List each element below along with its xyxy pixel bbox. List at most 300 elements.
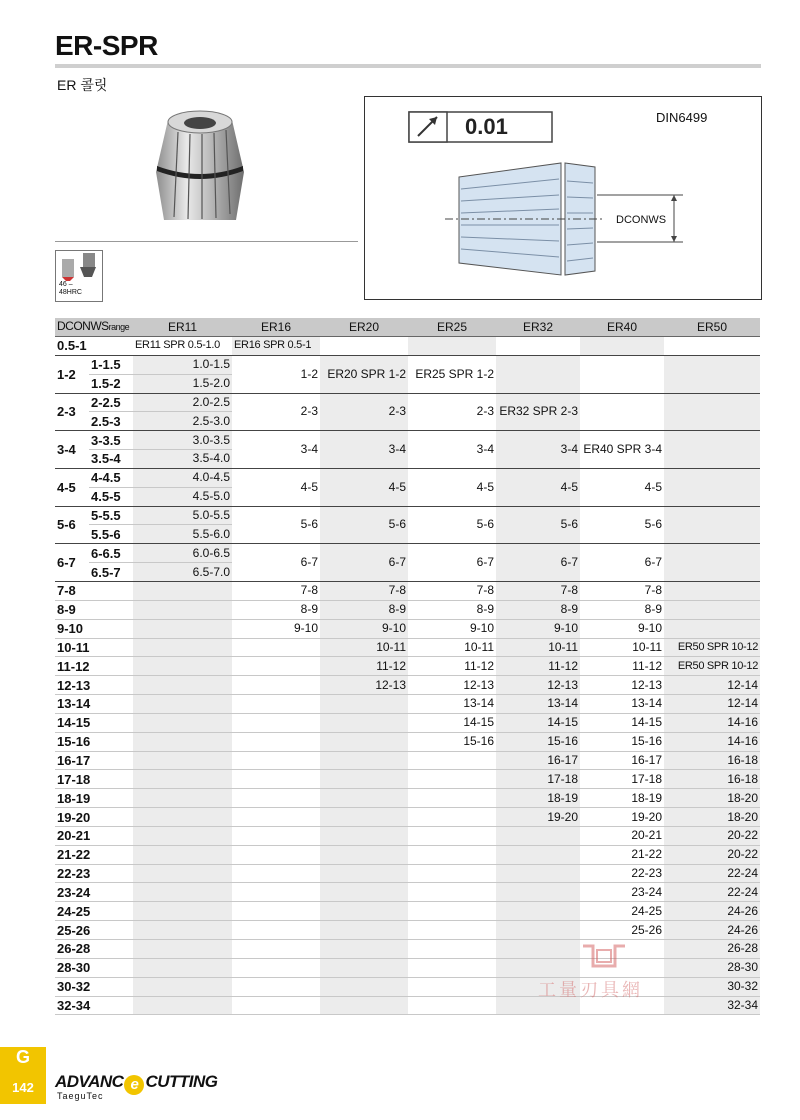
range-cell: 10-11 [55, 638, 133, 657]
cell-er25: 7-8 [408, 581, 496, 600]
range-cell: 28-30 [55, 958, 133, 977]
cell-er25: 11-12 [408, 657, 496, 676]
cell-er25 [408, 864, 496, 883]
cell-er11: 5.0-5.5 [133, 506, 232, 525]
cell-er16 [232, 883, 320, 902]
cell-er50: 24-26 [664, 921, 760, 940]
cell-er40: 24-25 [580, 902, 664, 921]
hardness-line-2: 48HRC [59, 289, 82, 296]
cell-er25 [408, 789, 496, 808]
table-row [55, 789, 760, 808]
cell-er20 [320, 977, 408, 996]
endmill-icon [56, 251, 102, 281]
cell-er25 [408, 921, 496, 940]
cell-er40: 20-21 [580, 826, 664, 845]
cell-er40: 15-16 [580, 732, 664, 751]
table-row [55, 732, 760, 751]
cell-er16 [232, 695, 320, 714]
range-cell: 14-15 [55, 713, 133, 732]
cell-er16: 2-3 [232, 393, 320, 431]
cell-er40: 10-11 [580, 638, 664, 657]
cell-er20 [320, 808, 408, 827]
cell-er50 [664, 506, 760, 544]
cell-er50: 18-20 [664, 789, 760, 808]
cell-er40: 18-19 [580, 789, 664, 808]
cell-er32: 11-12 [496, 657, 580, 676]
cell-er25: 14-15 [408, 713, 496, 732]
cell-er32: 17-18 [496, 770, 580, 789]
cell-er32: 19-20 [496, 808, 580, 827]
table-row [55, 713, 760, 732]
table-row [55, 770, 760, 789]
cell-er20: 2-3 [320, 393, 408, 431]
cell-er32 [496, 845, 580, 864]
cell-er11 [133, 808, 232, 827]
cell-er11: 6.5-7.0 [133, 563, 232, 582]
range-cell: 22-23 [55, 864, 133, 883]
collet-drawing [365, 97, 761, 299]
cell-er11: 1.5-2.0 [133, 374, 232, 393]
cell-er25: 13-14 [408, 695, 496, 714]
watermark-text: 工量刃具網 [538, 980, 643, 1000]
cell-er25 [408, 883, 496, 902]
range-sub-cell: 3-3.5 [89, 431, 133, 450]
cell-er40: 8-9 [580, 600, 664, 619]
range-cell: 18-19 [55, 789, 133, 808]
cell-er16 [232, 770, 320, 789]
table-row [55, 845, 760, 864]
cell-er20 [320, 751, 408, 770]
cell-er11: 4.5-5.0 [133, 487, 232, 506]
cell-er50 [664, 393, 760, 431]
cell-er50: 12-14 [664, 676, 760, 695]
cell-er16 [232, 808, 320, 827]
table-row [55, 544, 760, 563]
cell-er20: 4-5 [320, 468, 408, 506]
hardness-line-1: 46 – [59, 281, 73, 288]
cell-er40: 17-18 [580, 770, 664, 789]
cell-er25 [408, 996, 496, 1015]
cell-er20: 5-6 [320, 506, 408, 544]
cell-er11 [133, 770, 232, 789]
range-cell: 26-28 [55, 940, 133, 959]
cell-er25: ER25 SPR 1-2 [408, 355, 496, 393]
range-sub-cell: 5-5.5 [89, 506, 133, 525]
hardness-icon [55, 250, 103, 302]
range-cell: 15-16 [55, 732, 133, 751]
table-row [55, 600, 760, 619]
range-cell: 25-26 [55, 921, 133, 940]
cell-er50 [664, 544, 760, 582]
cell-er11 [133, 883, 232, 902]
cell-er40: 14-15 [580, 713, 664, 732]
cell-er20: 8-9 [320, 600, 408, 619]
cell-er40 [580, 337, 664, 356]
page-title: ER-SPR [55, 30, 158, 61]
range-cell: 30-32 [55, 977, 133, 996]
cell-er11: 3.5-4.0 [133, 450, 232, 469]
cell-er11 [133, 751, 232, 770]
cell-er50 [664, 431, 760, 469]
table-row [55, 393, 760, 412]
cell-er20: 7-8 [320, 581, 408, 600]
cell-er16 [232, 845, 320, 864]
cell-er50: 18-20 [664, 808, 760, 827]
cell-er11 [133, 619, 232, 638]
cell-er40: 9-10 [580, 619, 664, 638]
range-cell: 17-18 [55, 770, 133, 789]
range-group-cell: 5-6 [55, 506, 89, 544]
din-standard: DIN6499 [656, 110, 708, 125]
cell-er11: 2.5-3.0 [133, 412, 232, 431]
range-cell: 19-20 [55, 808, 133, 827]
table-row [55, 808, 760, 827]
cell-er16 [232, 958, 320, 977]
cell-er20 [320, 732, 408, 751]
cell-er40: 6-7 [580, 544, 664, 582]
table-row [55, 337, 760, 356]
cell-er32 [496, 883, 580, 902]
tolerance-value: 0.01 [465, 114, 508, 139]
cell-er32: ER32 SPR 2-3 [496, 393, 580, 431]
cell-er50: 30-32 [664, 977, 760, 996]
range-group-cell: 2-3 [55, 393, 89, 431]
range-cell: 8-9 [55, 600, 133, 619]
range-sub-cell: 2.5-3 [89, 412, 133, 431]
cell-er50: 16-18 [664, 770, 760, 789]
technical-diagram [364, 96, 762, 300]
range-sub-cell: 6.5-7 [89, 563, 133, 582]
cell-er25: 5-6 [408, 506, 496, 544]
cell-er20: 6-7 [320, 544, 408, 582]
table-row [55, 883, 760, 902]
header-dconws: DCONWSrange [55, 318, 133, 337]
header-er16: ER16 [232, 318, 320, 337]
range-sub-cell: 3.5-4 [89, 450, 133, 469]
range-group-cell: 4-5 [55, 468, 89, 506]
cell-er20 [320, 921, 408, 940]
cell-er11: ER11 SPR 0.5-1.0 [133, 337, 232, 356]
cell-er40: 25-26 [580, 921, 664, 940]
cell-er16 [232, 864, 320, 883]
cell-er50 [664, 619, 760, 638]
cell-er40: 19-20 [580, 808, 664, 827]
collet-photo [150, 102, 250, 227]
cell-er25 [408, 808, 496, 827]
cell-er25 [408, 845, 496, 864]
cell-er16: 1-2 [232, 355, 320, 393]
header-er11: ER11 [133, 318, 232, 337]
cell-er32: 14-15 [496, 713, 580, 732]
table-row [55, 638, 760, 657]
cell-er20: 10-11 [320, 638, 408, 657]
cell-er50: ER50 SPR 10-12 [664, 657, 760, 676]
cell-er20: 11-12 [320, 657, 408, 676]
cell-er40: 5-6 [580, 506, 664, 544]
cell-er20 [320, 883, 408, 902]
cell-er16 [232, 676, 320, 695]
cell-er40 [580, 393, 664, 431]
table-header-row [55, 318, 760, 337]
range-cell: 21-22 [55, 845, 133, 864]
cell-er25: 10-11 [408, 638, 496, 657]
cell-er20 [320, 770, 408, 789]
cell-er40: 13-14 [580, 695, 664, 714]
cell-er50 [664, 581, 760, 600]
cell-er20 [320, 713, 408, 732]
cell-er50 [664, 600, 760, 619]
cell-er20: ER20 SPR 1-2 [320, 355, 408, 393]
cell-er16 [232, 996, 320, 1015]
header-er50: ER50 [664, 318, 760, 337]
header-er25: ER25 [408, 318, 496, 337]
cell-er50: 12-14 [664, 695, 760, 714]
cell-er16: 4-5 [232, 468, 320, 506]
table-row [55, 676, 760, 695]
cell-er16: 8-9 [232, 600, 320, 619]
cell-er50: 20-22 [664, 845, 760, 864]
cell-er11 [133, 996, 232, 1015]
title-rule [55, 64, 761, 68]
cell-er25: 12-13 [408, 676, 496, 695]
cell-er20 [320, 845, 408, 864]
page-subtitle: ER 콜릿 [57, 77, 108, 93]
table-row [55, 751, 760, 770]
cell-er16 [232, 977, 320, 996]
cell-er16 [232, 638, 320, 657]
cell-er16 [232, 713, 320, 732]
cell-er16 [232, 826, 320, 845]
cell-er20: 12-13 [320, 676, 408, 695]
cell-er50: 20-22 [664, 826, 760, 845]
cell-er11 [133, 826, 232, 845]
cell-er11 [133, 581, 232, 600]
range-cell: 23-24 [55, 883, 133, 902]
range-sub-cell: 1-1.5 [89, 355, 133, 374]
range-cell: 20-21 [55, 826, 133, 845]
cell-er20: 3-4 [320, 431, 408, 469]
cell-er20 [320, 996, 408, 1015]
header-er20: ER20 [320, 318, 408, 337]
cell-er11 [133, 695, 232, 714]
range-cell: 13-14 [55, 695, 133, 714]
cell-er11 [133, 789, 232, 808]
cell-er11 [133, 977, 232, 996]
range-group-cell: 1-2 [55, 355, 89, 393]
cell-er11 [133, 638, 232, 657]
cell-er11: 3.0-3.5 [133, 431, 232, 450]
range-cell: 16-17 [55, 751, 133, 770]
cell-er16 [232, 657, 320, 676]
cell-er32 [496, 864, 580, 883]
table-row [55, 581, 760, 600]
cell-er25 [408, 337, 496, 356]
cell-er25 [408, 770, 496, 789]
cell-er16 [232, 751, 320, 770]
cell-er20: 9-10 [320, 619, 408, 638]
cell-er32: 15-16 [496, 732, 580, 751]
cell-er11: 5.5-6.0 [133, 525, 232, 544]
cell-er16 [232, 789, 320, 808]
cell-er16: 5-6 [232, 506, 320, 544]
table-row [55, 921, 760, 940]
header-er40: ER40 [580, 318, 664, 337]
cell-er40: 23-24 [580, 883, 664, 902]
cell-er50: 26-28 [664, 940, 760, 959]
cell-er11: 6.0-6.5 [133, 544, 232, 563]
cell-er50: ER50 SPR 10-12 [664, 638, 760, 657]
range-sub-cell: 6-6.5 [89, 544, 133, 563]
cell-er32 [496, 921, 580, 940]
range-cell: 32-34 [55, 996, 133, 1015]
cell-er50: 14-16 [664, 732, 760, 751]
brand-e-icon: e [124, 1075, 144, 1095]
cell-er11: 4.0-4.5 [133, 468, 232, 487]
dconws-label: DCONWS [616, 214, 667, 226]
brand-logo: ADVANC e CUTTING [55, 1072, 218, 1093]
cell-er11 [133, 902, 232, 921]
table-row [55, 902, 760, 921]
cell-er16: 6-7 [232, 544, 320, 582]
cell-er40: 21-22 [580, 845, 664, 864]
cell-er11 [133, 940, 232, 959]
range-cell: 9-10 [55, 619, 133, 638]
range-group-cell: 6-7 [55, 544, 89, 582]
range-cell: 12-13 [55, 676, 133, 695]
cell-er50 [664, 337, 760, 356]
cell-er20 [320, 337, 408, 356]
cell-er40 [580, 355, 664, 393]
table-row [55, 826, 760, 845]
cell-er16 [232, 902, 320, 921]
cell-er32: 3-4 [496, 431, 580, 469]
cell-er32 [496, 826, 580, 845]
cell-er25: 9-10 [408, 619, 496, 638]
cell-er11 [133, 676, 232, 695]
cell-er25 [408, 958, 496, 977]
section-letter: G [15, 1047, 30, 1067]
cell-er50: 32-34 [664, 996, 760, 1015]
cell-er40: 4-5 [580, 468, 664, 506]
cell-er11 [133, 600, 232, 619]
table-row [55, 468, 760, 487]
cell-er11 [133, 732, 232, 751]
cell-er11: 2.0-2.5 [133, 393, 232, 412]
cell-er16: 3-4 [232, 431, 320, 469]
range-cell: 11-12 [55, 657, 133, 676]
table-row [55, 506, 760, 525]
cell-er11: 1.0-1.5 [133, 355, 232, 374]
cell-er20 [320, 789, 408, 808]
cell-er20 [320, 940, 408, 959]
table-row [55, 657, 760, 676]
cell-er40: 16-17 [580, 751, 664, 770]
cell-er32: 5-6 [496, 506, 580, 544]
cell-er16 [232, 940, 320, 959]
cell-er20 [320, 958, 408, 977]
cell-er40: 22-23 [580, 864, 664, 883]
cell-er50 [664, 468, 760, 506]
cell-er32 [496, 355, 580, 393]
cell-er20 [320, 695, 408, 714]
cell-er50: 22-24 [664, 883, 760, 902]
cell-er32: 8-9 [496, 600, 580, 619]
cell-er11 [133, 713, 232, 732]
cell-er32 [496, 902, 580, 921]
cell-er25 [408, 902, 496, 921]
cell-er16 [232, 732, 320, 751]
cell-er16: ER16 SPR 0.5-1 [232, 337, 320, 356]
collet-spec-table [55, 318, 760, 1015]
cell-er11 [133, 864, 232, 883]
cell-er50 [664, 355, 760, 393]
cell-er20 [320, 902, 408, 921]
cell-er32 [496, 337, 580, 356]
cell-er20 [320, 826, 408, 845]
cell-er32: 18-19 [496, 789, 580, 808]
range-sub-cell: 1.5-2 [89, 374, 133, 393]
cell-er11 [133, 845, 232, 864]
cell-er25: 3-4 [408, 431, 496, 469]
cell-er25 [408, 751, 496, 770]
cell-er50: 24-26 [664, 902, 760, 921]
cell-er40: ER40 SPR 3-4 [580, 431, 664, 469]
photo-rule [55, 241, 358, 242]
brand-subtitle: TaeguTec [57, 1091, 104, 1101]
range-sub-cell: 4-4.5 [89, 468, 133, 487]
cell-er11 [133, 921, 232, 940]
cell-er16 [232, 921, 320, 940]
cell-er16: 9-10 [232, 619, 320, 638]
cell-er11 [133, 958, 232, 977]
cell-er50: 14-16 [664, 713, 760, 732]
cell-er11 [133, 657, 232, 676]
cell-er25 [408, 826, 496, 845]
range-sub-cell: 2-2.5 [89, 393, 133, 412]
table-row [55, 355, 760, 374]
cell-er25: 15-16 [408, 732, 496, 751]
table-row [55, 864, 760, 883]
page-number: 142 [12, 1080, 34, 1095]
cell-er32: 4-5 [496, 468, 580, 506]
cell-er32: 10-11 [496, 638, 580, 657]
cell-er40: 12-13 [580, 676, 664, 695]
cell-er25: 6-7 [408, 544, 496, 582]
cell-er25: 2-3 [408, 393, 496, 431]
range-group-cell: 3-4 [55, 431, 89, 469]
cell-er20 [320, 864, 408, 883]
cell-er25: 4-5 [408, 468, 496, 506]
cell-er25 [408, 977, 496, 996]
range-cell: 24-25 [55, 902, 133, 921]
table-row [55, 431, 760, 450]
cell-er32: 16-17 [496, 751, 580, 770]
table-row [55, 619, 760, 638]
cell-er50: 22-24 [664, 864, 760, 883]
table-row [55, 695, 760, 714]
range-cell: 0.5-1 [55, 337, 133, 356]
cell-er25: 8-9 [408, 600, 496, 619]
range-cell: 7-8 [55, 581, 133, 600]
range-sub-cell: 4.5-5 [89, 487, 133, 506]
cell-er16: 7-8 [232, 581, 320, 600]
cell-er32: 7-8 [496, 581, 580, 600]
cell-er32: 12-13 [496, 676, 580, 695]
cell-er32: 9-10 [496, 619, 580, 638]
header-er32: ER32 [496, 318, 580, 337]
cell-er25 [408, 940, 496, 959]
cell-er50: 16-18 [664, 751, 760, 770]
